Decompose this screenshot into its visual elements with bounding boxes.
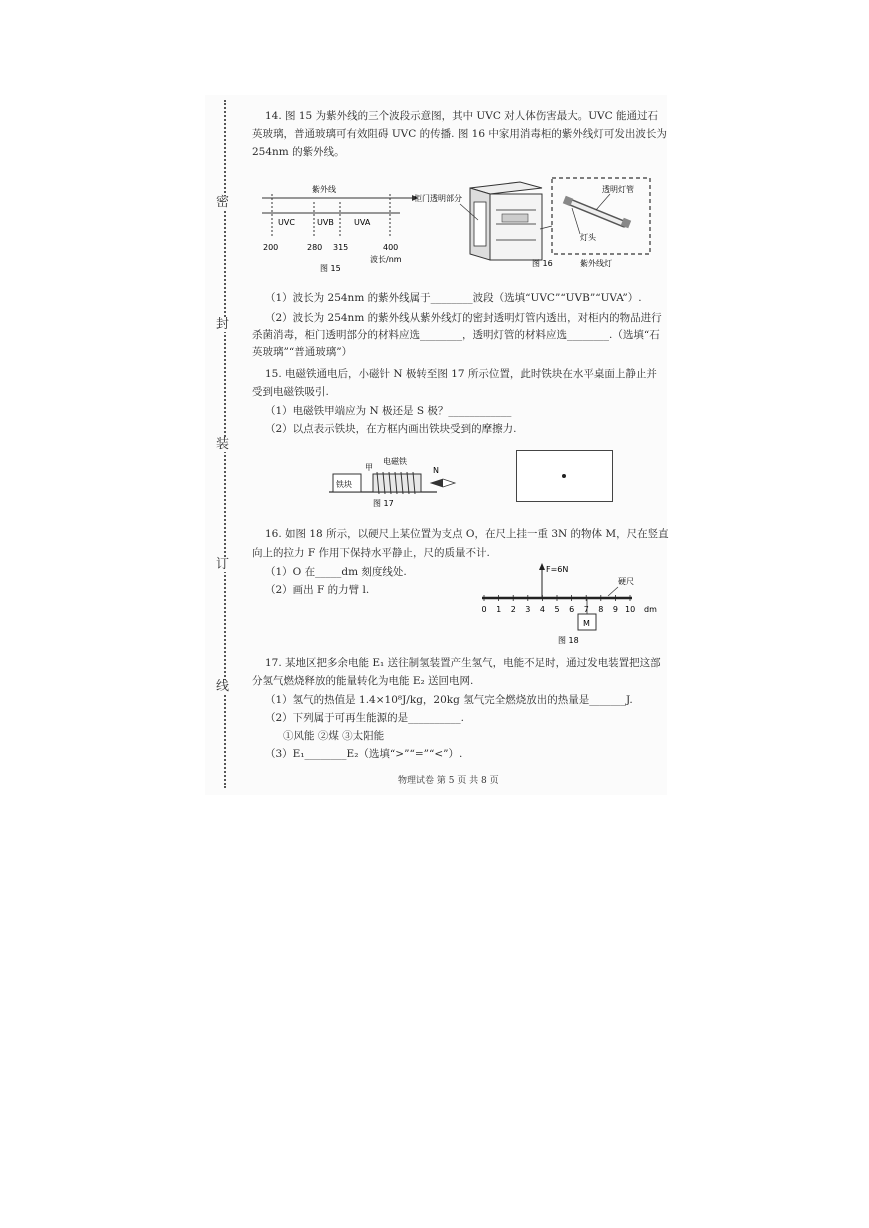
q17-line1: 17. 某地区把多余电能 E₁ 送往制氢装置产生氢气，电能不足时，通过发电装置把这部 — [265, 657, 661, 669]
fig15-axis-label: 波长/nm — [370, 255, 402, 264]
q15-line2: 受到电磁铁吸引. — [252, 386, 329, 398]
fig15-caption: 图 15 — [320, 264, 341, 273]
q17-sub3: （3）E₁________E₂（选填“>”“=”“<”）. — [265, 748, 463, 760]
fig16-cap-label: 灯头 — [580, 233, 596, 242]
fig15-band-uva: UVA — [354, 218, 371, 227]
q14-sub2-line2: 杀菌消毒，柜门透明部分的材料应选________，透明灯管的材料应选________.（选填“石 — [252, 329, 660, 341]
q14-sub2-line3: 英玻璃”“普通玻璃”） — [252, 346, 353, 358]
fig18-tick-label: 1 — [496, 605, 502, 614]
fig18-force-arrow — [539, 563, 545, 570]
q16-line2: 向上的拉力 F 作用下保持水平静止，尺的质量不计. — [252, 547, 490, 559]
fig17-end-label: 甲 — [365, 463, 373, 472]
fig15-band-uvb: UVB — [317, 218, 334, 227]
fig18-tick-label: 9 — [612, 605, 618, 614]
fig18-tick-label: 7 — [583, 605, 589, 614]
q15-sub1: （1）电磁铁甲端应为 N 极还是 S 极？____________ — [265, 405, 512, 417]
q16-sub1: （1）O 在_____dm 刻度线处. — [265, 566, 407, 578]
fig15-tick-label-400: 400 — [383, 243, 399, 252]
q15-line1: 15. 电磁铁通电后，小磁针 N 极转至图 17 所示位置，此时铁块在水平桌面上静止并 — [265, 368, 657, 380]
lamp-tube-inner — [570, 202, 624, 224]
q14-line3: 254nm 的紫外线。 — [252, 146, 345, 158]
fig16-tube-label: 透明灯管 — [602, 185, 634, 194]
fig18-tick-label: 5 — [554, 605, 560, 614]
figure-15 — [250, 178, 420, 278]
q15-iron-dot — [562, 474, 566, 478]
cabinet-door-window — [474, 202, 486, 246]
fig16-lamp-caption: 紫外线灯 — [580, 259, 612, 268]
fig15-tick-label-280: 280 — [307, 243, 323, 252]
fig15-top-label: 紫外线 — [312, 185, 336, 194]
fig17-needle-left — [431, 479, 443, 487]
fig17-block-label: 铁块 — [336, 480, 352, 489]
q16-sub2: （2）画出 F 的力臂 l. — [265, 584, 370, 596]
binding-char-zhuang: 装 — [216, 437, 230, 452]
fig18-tick-label: 0 — [481, 605, 487, 614]
figure-17 — [325, 448, 465, 510]
fig18-tick-label: 10 — [625, 605, 636, 614]
fig18-tick-label: 4 — [539, 605, 545, 614]
page-footer: 物理试卷 第 5 页 共 8 页 — [398, 776, 499, 786]
binding-char-mi: 密 — [216, 195, 230, 210]
fig15-band-uvc: UVC — [278, 218, 295, 227]
fig16-tube-pointer — [596, 194, 610, 210]
q14-line2: 英玻璃，普通玻璃可有效阻碍 UVC 的传播. 图 16 中家用消毒柜的紫外线灯可发出波长为 — [252, 128, 667, 140]
fig18-tick-label: 3 — [525, 605, 531, 614]
figure-16 — [412, 174, 667, 274]
fig18-ruler-label: 硬尺 — [618, 577, 634, 586]
q17-line2: 分氢气燃烧释放的能量转化为电能 E₂ 送回电网. — [252, 675, 474, 687]
q16-line1: 16. 如图 18 所示，以硬尺上某位置为支点 O，在尺上挂一重 3N 的物体 M，尺在竖直 — [265, 528, 669, 540]
binding-char-ding: 订 — [216, 557, 230, 572]
fig16-cap-pointer — [572, 208, 580, 234]
fig17-needle-label: N — [433, 466, 439, 475]
q17-sub2: （2）下列属于可再生能源的是__________. — [265, 712, 465, 724]
q17-options: ①风能 ②煤 ③太阳能 — [283, 730, 385, 742]
fig17-caption: 图 17 — [373, 499, 394, 508]
q14-sub2-line1: （2）波长为 254nm 的紫外线从紫外线灯的密封透明灯管内透出，对柜内的物品进行 — [265, 312, 662, 324]
cabinet-body — [490, 194, 542, 260]
fig18-tick-label: 8 — [598, 605, 604, 614]
fig18-force-label: F=6N — [546, 565, 569, 574]
q15-sub2: （2）以点表示铁块，在方框内画出铁块受到的摩擦力. — [265, 423, 517, 435]
fig15-tick-label-200: 200 — [263, 243, 279, 252]
fig18-unit: dm — [644, 605, 657, 614]
figure-18 — [474, 560, 664, 648]
fig18-mass-label: M — [583, 619, 590, 628]
fig18-ruler-pointer — [608, 587, 618, 596]
binding-char-xian: 线 — [216, 679, 230, 694]
fig15-tick-label-315: 315 — [333, 243, 349, 252]
q14-sub1: （1）波长为 254nm 的紫外线属于________波段（选填“UVC”“UVB”“UVA”）. — [265, 292, 642, 304]
q15-answer-box[interactable] — [516, 450, 613, 502]
fig18-tick-label: 6 — [569, 605, 575, 614]
fig17-magnet-label: 电磁铁 — [383, 457, 407, 466]
q17-sub1: （1）氢气的热值是 1.4×10⁸J/kg，20kg 氢气完全燃烧放出的热量是_______J. — [265, 694, 633, 706]
fig18-caption: 图 18 — [558, 636, 579, 645]
fig16-door-label: 柜门透明部分 — [414, 194, 462, 203]
fig18-tick-label: 2 — [510, 605, 516, 614]
q14-line1: 14. 图 15 为紫外线的三个波段示意图，其中 UVC 对人体伤害最大。UVC 能通过石 — [265, 110, 659, 122]
cabinet-dishes — [502, 214, 528, 222]
fig16-caption: 图 16 — [532, 259, 553, 268]
binding-char-feng: 封 — [216, 317, 230, 332]
